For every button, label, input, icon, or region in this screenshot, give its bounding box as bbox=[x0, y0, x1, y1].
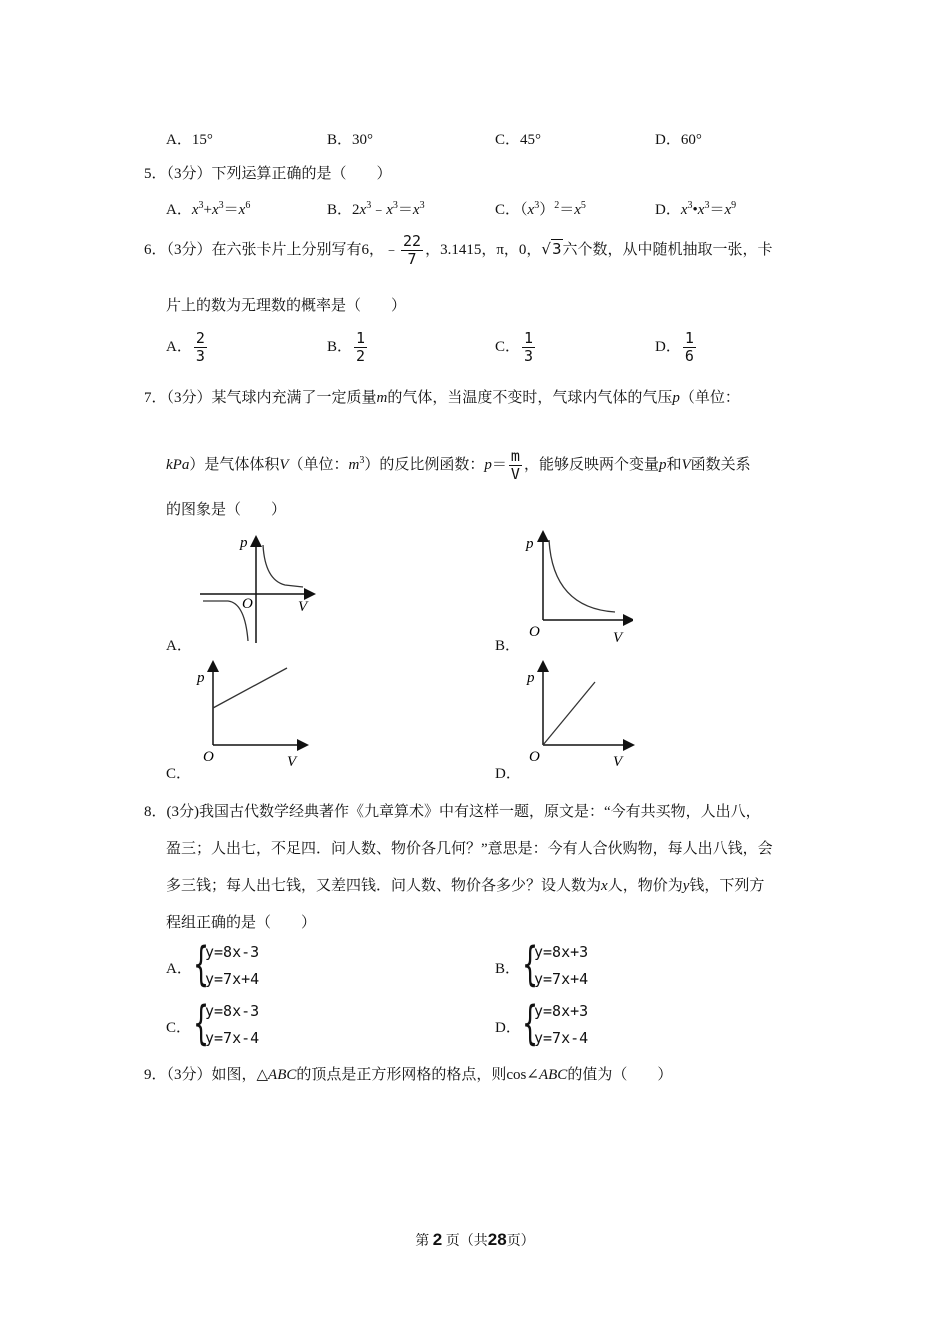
graph-a-v-label: V bbox=[298, 599, 308, 615]
q8-stem-line2: 盈三；人出七，不足四．问人数、物价各几何？”意思是：今有人合伙购物，每人出八钱，会 bbox=[166, 841, 773, 857]
q5-option-d: D．$x^3•x^3=x^9$ bbox=[655, 200, 737, 218]
q6-stem-line1: 6．（3分）在六张卡片上分别写有6，﹣ $\frac{22}{7}$ ，3.1415，π，0，√3六个数，从中随机抽取一张，卡 bbox=[144, 232, 773, 268]
graph-a-p-label: p bbox=[240, 535, 248, 551]
graph-b-v-label: V bbox=[613, 630, 623, 646]
q7-stem-line2: kPa）是气体体积V（单位：$m^3$）的反比例函数：p＝ $\frac{m}{V}$ ，能够反映两个变量p和V函数关系 bbox=[166, 447, 751, 483]
graph-d-p-label: p bbox=[527, 670, 535, 686]
q7-option-c: C． bbox=[166, 766, 192, 782]
q5-option-a: A．$x^3+x^3=x^6$ bbox=[166, 200, 251, 218]
graph-d-v-label: V bbox=[613, 754, 623, 770]
q6-option-d: D． $\frac{1}{6}$ bbox=[655, 329, 694, 365]
q7-option-d: D． bbox=[495, 766, 521, 782]
page-number: 2 bbox=[432, 1230, 443, 1249]
q7-graph-b bbox=[523, 530, 633, 648]
graph-a-o-label: O bbox=[242, 596, 253, 612]
q7-stem-line1: 7．（3分）某气球内充满了一定质量m的气体，当温度不变时，气球内气体的气压p（单位： bbox=[144, 390, 740, 406]
sqrt-three: √3 bbox=[541, 239, 562, 258]
q6-fraction: $\frac{22}{7}$ bbox=[403, 232, 422, 268]
q5-option-b: B．$2x^3﹣x^3=x^3$ bbox=[327, 200, 425, 218]
q7-graph-a bbox=[195, 535, 320, 650]
graph-b-o-label: O bbox=[529, 624, 540, 640]
q6-option-a: A． $\frac{2}{3}$ bbox=[166, 329, 205, 365]
q7-graph-c bbox=[195, 660, 310, 772]
q6-option-b: B． $\frac{1}{2}$ bbox=[327, 329, 366, 365]
page-total: 28 bbox=[487, 1230, 507, 1249]
q8-stem-line1: 8．(3分)我国古代数学经典著作《九章算术》中有这样一题，原文是：“今有共买物，人出八， bbox=[144, 804, 761, 820]
q6-stem-line2: 片上的数为无理数的概率是（ ） bbox=[166, 298, 407, 314]
q7-graph-d bbox=[523, 660, 635, 772]
q8-option-d-label: D． bbox=[495, 1020, 521, 1036]
q7-option-a: A． bbox=[166, 638, 192, 654]
q4-option-b: B．30° bbox=[327, 132, 374, 148]
graph-d-o-label: O bbox=[529, 749, 540, 765]
graph-c-v-label: V bbox=[287, 754, 297, 770]
q5-stem: 5．（3分）下列运算正确的是（ ） bbox=[144, 166, 392, 182]
q7-stem-line3: 的图象是（ ） bbox=[166, 502, 287, 518]
q8-option-b-label: B． bbox=[495, 961, 521, 977]
q9-stem: 9．（3分）如图，△ABC的顶点是正方形网格的格点，则cos∠ABC的值为（ ） bbox=[144, 1067, 673, 1083]
q4-option-a: A．15° bbox=[166, 132, 213, 148]
q7-fraction: $\frac{m}{V}$ bbox=[510, 447, 520, 483]
q5-option-c: C．$(x^3)^2=x^5$ bbox=[495, 200, 586, 218]
q4-option-d: D．60° bbox=[655, 132, 702, 148]
graph-c-o-label: O bbox=[203, 749, 214, 765]
q8-stem-line3: 多三钱；每人出七钱，又差四钱．问人数、物价各多少？设人数为x人，物价为y钱，下列方 bbox=[166, 878, 765, 894]
graph-c-p-label: p bbox=[197, 670, 205, 686]
q4-option-c: C．45° bbox=[495, 132, 542, 148]
q8-option-c-label: C． bbox=[166, 1020, 192, 1036]
q8-option-a-label: A． bbox=[166, 961, 192, 977]
q7-option-b: B． bbox=[495, 638, 521, 654]
graph-b-p-label: p bbox=[526, 536, 534, 552]
page-footer: 第 2 页（共28页） bbox=[415, 1230, 535, 1249]
q8-stem-line4: 程组正确的是（ ） bbox=[166, 915, 317, 931]
q6-option-c: C． $\frac{1}{3}$ bbox=[495, 329, 534, 365]
